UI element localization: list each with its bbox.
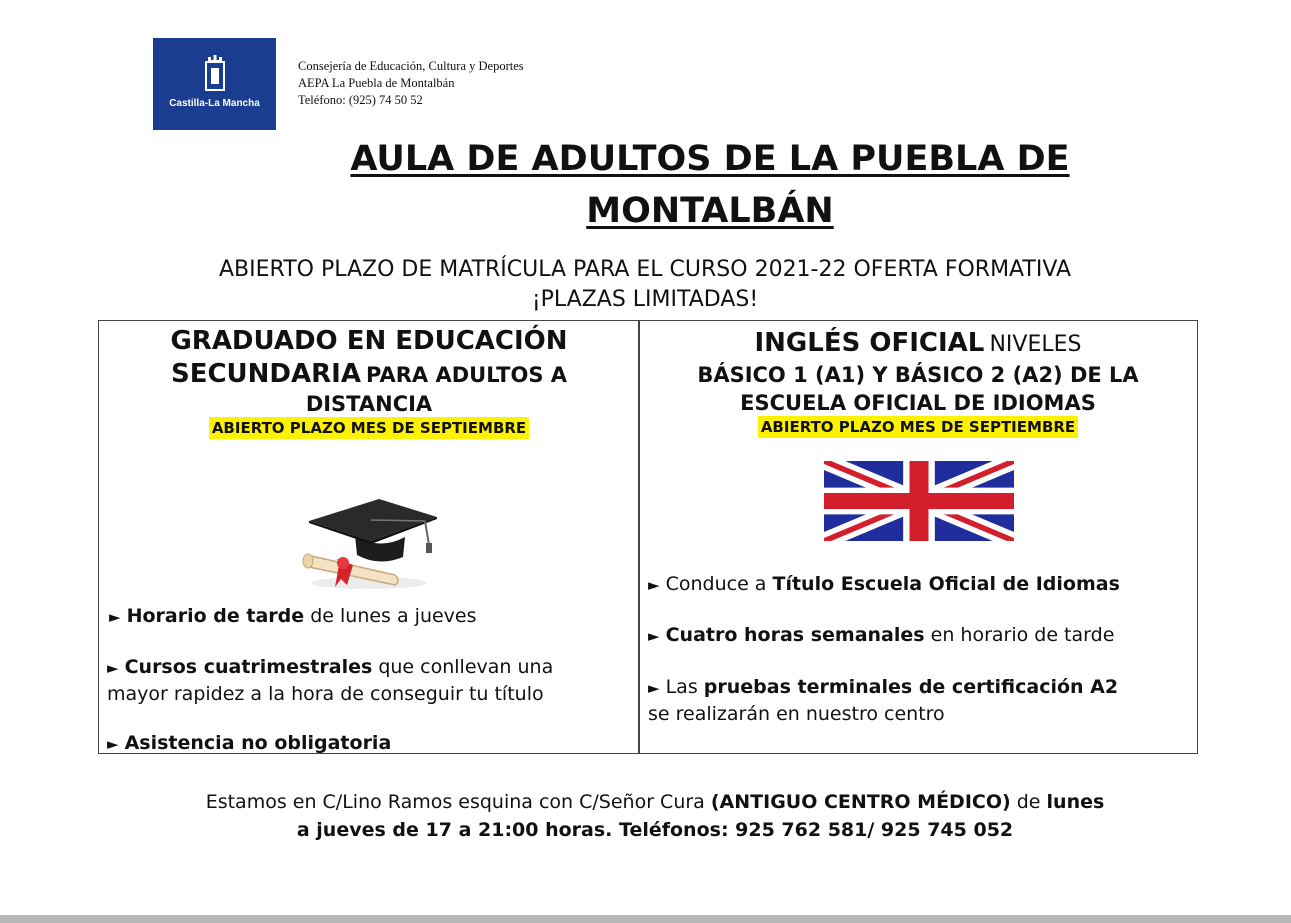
eso-item-3 <box>107 730 391 757</box>
english-item-3 <box>648 674 1188 727</box>
eso-heading <box>129 325 609 439</box>
header-line-2: AEPA La Puebla de Montalbán <box>298 76 455 90</box>
english-heading-line-1 <box>648 327 1188 360</box>
bullet-arrow-icon: ► <box>648 627 660 645</box>
english-item-1-bold: Título Escuela Oficial de Idiomas <box>772 573 1120 595</box>
eso-item-1 <box>109 603 477 630</box>
bullet-arrow-icon: ► <box>107 735 119 753</box>
title-line-1: AULA DE ADULTOS DE LA PUEBLA DE <box>350 139 1070 179</box>
bottom-bar <box>0 915 1291 923</box>
title-line-2: MONTALBÁN <box>586 191 834 231</box>
english-heading-line-2: BÁSICO 1 (A1) Y BÁSICO 2 (A2) DE LA <box>697 363 1139 387</box>
bullet-arrow-icon: ► <box>648 576 660 594</box>
subtitle-line-1: ABIERTO PLAZO DE MATRÍCULA PARA EL CURSO 2021-22 OFERTA FORMATIVA <box>218 257 1072 282</box>
eso-item-2 <box>107 654 627 707</box>
subtitle <box>60 255 1230 315</box>
english-heading <box>648 327 1188 438</box>
footer-line-1-bold: (ANTIGUO CENTRO MÉDICO) <box>710 791 1011 813</box>
footer-line-1-bold-2: lunes <box>1046 791 1105 813</box>
english-item-2-bold: Cuatro horas semanales <box>665 624 925 646</box>
english-item-3-bold: pruebas terminales de certificación A2 <box>703 676 1119 698</box>
eso-heading-line-2 <box>129 358 609 391</box>
offer-english <box>640 321 1197 753</box>
eso-item-3-bold: Asistencia no obligatoria <box>124 732 392 754</box>
header-line-3: Teléfono: (925) 74 50 52 <box>298 93 423 107</box>
eso-item-1-rest: de lunes a jueves <box>310 605 477 627</box>
footer-line-2-bold: a jueves de 17 a 21:00 horas. Teléfonos: 925 762 581/ 925 745 052 <box>296 819 1014 841</box>
offer-table <box>98 320 1198 754</box>
bullet-arrow-icon: ► <box>107 659 119 677</box>
castle-crest-icon <box>202 52 228 92</box>
eso-item-2-rest: que conllevan una <box>378 656 554 678</box>
subtitle-line-2: ¡PLAZAS LIMITADAS! <box>531 287 759 312</box>
footer-address <box>70 788 1240 844</box>
bullet-arrow-icon: ► <box>109 608 121 626</box>
graduation-cap-diploma-icon <box>297 493 442 593</box>
english-heading-light: NIVELES <box>989 332 1082 357</box>
english-item-3-line-2: se realizarán en nuestro centro <box>648 703 945 725</box>
english-item-1 <box>648 571 1120 598</box>
english-item-1-pre: Conduce a <box>665 573 767 595</box>
english-badge: ABIERTO PLAZO MES DE SEPTIEMBRE <box>758 416 1078 438</box>
header-info <box>298 58 524 109</box>
castilla-la-mancha-logo <box>153 38 276 130</box>
eso-heading-line-3: DISTANCIA <box>305 392 433 416</box>
uk-flag-icon <box>824 461 1014 541</box>
footer-line-2 <box>70 816 1240 844</box>
english-heading-line-3: ESCUELA OFICIAL DE IDIOMAS <box>740 391 1096 415</box>
eso-item-1-bold: Horario de tarde <box>126 605 305 627</box>
page-title <box>250 133 1170 237</box>
english-item-2 <box>648 622 1114 649</box>
eso-badge: ABIERTO PLAZO MES DE SEPTIEMBRE <box>209 417 529 439</box>
offer-eso <box>99 321 638 753</box>
bullet-arrow-icon: ► <box>648 679 660 697</box>
eso-item-2-bold: Cursos cuatrimestrales <box>124 656 373 678</box>
footer-line-1-mid: de <box>1016 791 1041 813</box>
logo-text: Castilla-La Mancha <box>169 98 260 109</box>
english-heading-bold: INGLÉS OFICIAL <box>754 328 985 358</box>
eso-item-2-line-2: mayor rapidez a la hora de conseguir tu título <box>107 683 544 705</box>
eso-heading-line-1: GRADUADO EN EDUCACIÓN <box>170 326 568 356</box>
footer-line-1-pre: Estamos en C/Lino Ramos esquina con C/Señor Cura <box>205 791 705 813</box>
eso-heading-rest: PARA ADULTOS A <box>366 363 568 387</box>
footer-line-1 <box>70 788 1240 816</box>
eso-heading-secundaria: SECUNDARIA <box>170 359 361 389</box>
header-line-1: Consejería de Educación, Cultura y Deportes <box>298 59 524 73</box>
english-item-2-rest: en horario de tarde <box>930 624 1115 646</box>
english-item-3-pre: Las <box>665 676 698 698</box>
